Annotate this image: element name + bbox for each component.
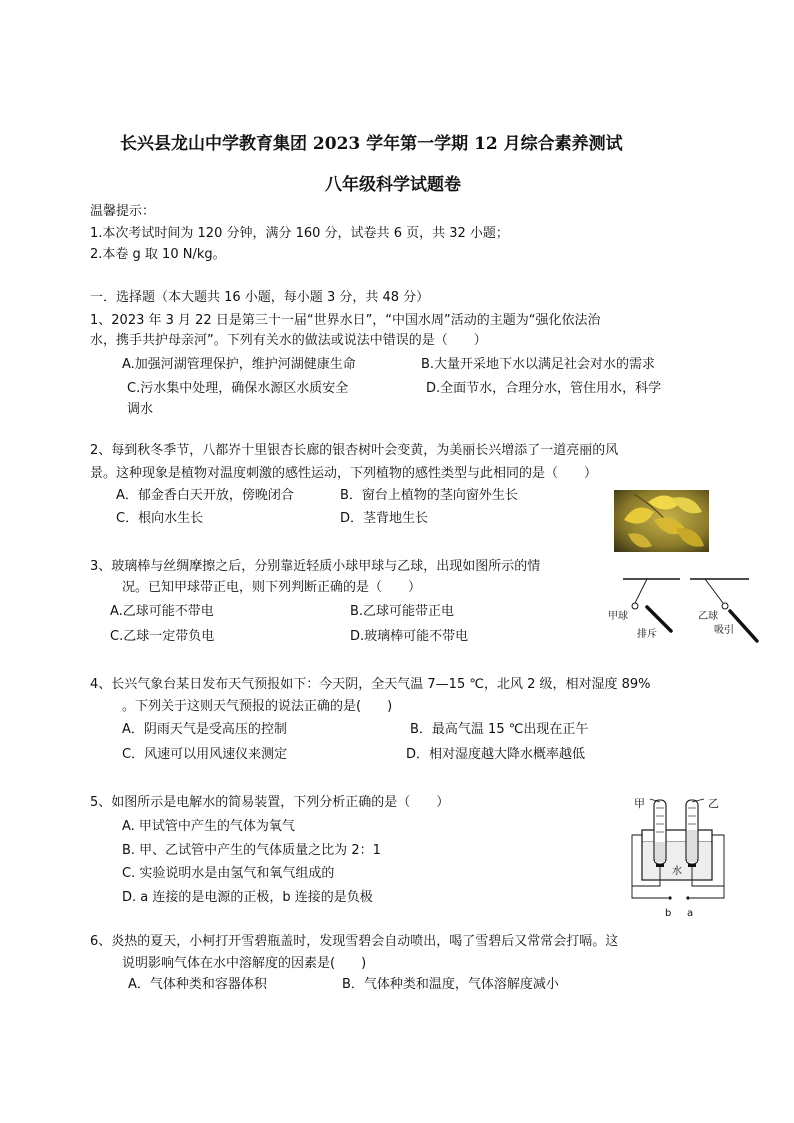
q3-stem-line-2: 况。已知甲球带正电，则下列判断正确的是（ ） <box>122 580 422 595</box>
q5-option-b: B. 甲、乙试管中产生的气体质量之比为 2：1 <box>122 843 381 858</box>
terminal-a-dot <box>686 896 689 899</box>
q4-stem-line-2: 。下列关于这则天气预报的说法正确的是( ) <box>122 699 393 714</box>
q2-option-a: A．郁金香白天开放，傍晚闭合 <box>116 488 294 503</box>
q1-option-b: B.大量开采地下水以满足社会对水的需求 <box>421 357 656 372</box>
q2-option-d: D．茎背地生长 <box>340 511 429 526</box>
label-terminal-a: a <box>687 908 694 919</box>
label-attract: 吸引 <box>714 625 734 636</box>
tips-line-2: 2.本卷 g 取 10 N/kg。 <box>90 247 226 262</box>
q1-option-d-cont: 调水 <box>127 402 154 417</box>
q1-stem-line-2: 水，携手共护母亲河”。下列有关水的做法或说法中错误的是（ ） <box>90 333 487 348</box>
terminal-b-dot <box>668 896 671 899</box>
q3-option-b: B.乙球可能带正电 <box>350 604 455 619</box>
label-ball-jia: 甲球 <box>608 611 628 622</box>
thread-left <box>635 579 647 603</box>
q1-option-a: A.加强河湖管理保护，维护河湖健康生命 <box>122 357 356 372</box>
q1-option-c: C.污水集中处理，确保水源区水质安全 <box>127 381 349 396</box>
q2-stem-line-1: 2、每到秋冬季节，八都岕十里银杏长廊的银杏树叶会变黄，为美丽长兴增添了一道亮丽的风 <box>90 443 619 458</box>
q5-stem: 5、如图所示是电解水的简易装置，下列分析正确的是（ ） <box>90 795 450 810</box>
q4-option-c: C．风速可以用风速仪来测定 <box>122 747 288 762</box>
q5-option-c: C. 实验说明水是由氢气和氧气组成的 <box>122 866 335 881</box>
q1-stem-line-1: 1、2023 年 3 月 22 日是第三十一届“世界水日”，“中国水周”活动的主题为“强化依法治 <box>90 313 601 328</box>
q1-option-d: D.全面节水，合理分水，管住用水，科学 <box>426 381 662 396</box>
label-repel: 排斥 <box>637 629 657 640</box>
q6-stem-line-1: 6、炎热的夏天，小柯打开雪碧瓶盖时，发现雪碧会自动喷出，喝了雪碧后又常常会打嗝。这 <box>90 934 619 949</box>
q2-option-c: C．根向水生长 <box>116 511 204 526</box>
q6-option-a: A．气体种类和容器体积 <box>128 977 267 992</box>
q4-option-b: B．最高气温 15 ℃出现在正午 <box>410 722 589 737</box>
thread-right <box>705 579 723 603</box>
q6-option-b: B．气体种类和温度，气体溶解度减小 <box>342 977 559 992</box>
section-heading: 一．选择题（本大题共 16 小题，每小题 3 分，共 48 分） <box>90 290 430 305</box>
glass-rod-right <box>730 611 757 641</box>
exam-title: 长兴县龙山中学教育集团 2023 学年第一学期 12 月综合素养测试 <box>120 134 623 154</box>
tips-line-1: 1.本次考试时间为 120 分钟，满分 160 分，试卷共 6 页，共 32 小题； <box>90 226 509 241</box>
tips-label: 温馨提示： <box>90 204 156 219</box>
ball-yi <box>722 603 728 609</box>
charged-balls-figure <box>605 575 765 650</box>
ball-jia <box>632 603 638 609</box>
label-ball-yi: 乙球 <box>698 611 718 622</box>
q6-stem-line-2: 说明影响气体在水中溶解度的因素是( ) <box>122 956 367 971</box>
q2-stem-line-2: 景。这种现象是植物对温度刺激的感性运动，下列植物的感性类型与此相同的是（ ） <box>90 466 598 481</box>
q2-option-b: B．窗台上植物的茎向窗外生长 <box>340 488 518 503</box>
q3-option-c: C.乙球一定带负电 <box>110 629 215 644</box>
q5-option-d: D. a 连接的是电源的正极，b 连接的是负极 <box>122 890 373 905</box>
q5-option-a: A. 甲试管中产生的气体为氧气 <box>122 819 295 834</box>
q4-stem-line-1: 4、长兴气象台某日发布天气预报如下：今天阴，全天气温 7—15 ℃，北风 2 级，相对湿度 89% <box>90 677 651 692</box>
q4-option-d: D．相对湿度越大降水概率越低 <box>406 747 586 762</box>
exam-subtitle: 八年级科学试题卷 <box>325 175 461 195</box>
q3-option-a: A.乙球可能不带电 <box>110 604 214 619</box>
label-tube-jia: 甲 <box>634 797 645 810</box>
label-water: 水 <box>672 866 682 877</box>
q3-option-d: D.玻璃棒可能不带电 <box>350 629 469 644</box>
ginkgo-leaves-photo <box>614 490 709 552</box>
label-tube-yi: 乙 <box>708 797 719 810</box>
q4-option-a: A．阴雨天气是受高压的控制 <box>122 722 287 737</box>
q3-stem-line-1: 3、玻璃棒与丝绸摩擦之后，分别靠近轻质小球甲球与乙球，出现如图所示的情 <box>90 559 541 574</box>
label-terminal-b: b <box>665 908 672 919</box>
